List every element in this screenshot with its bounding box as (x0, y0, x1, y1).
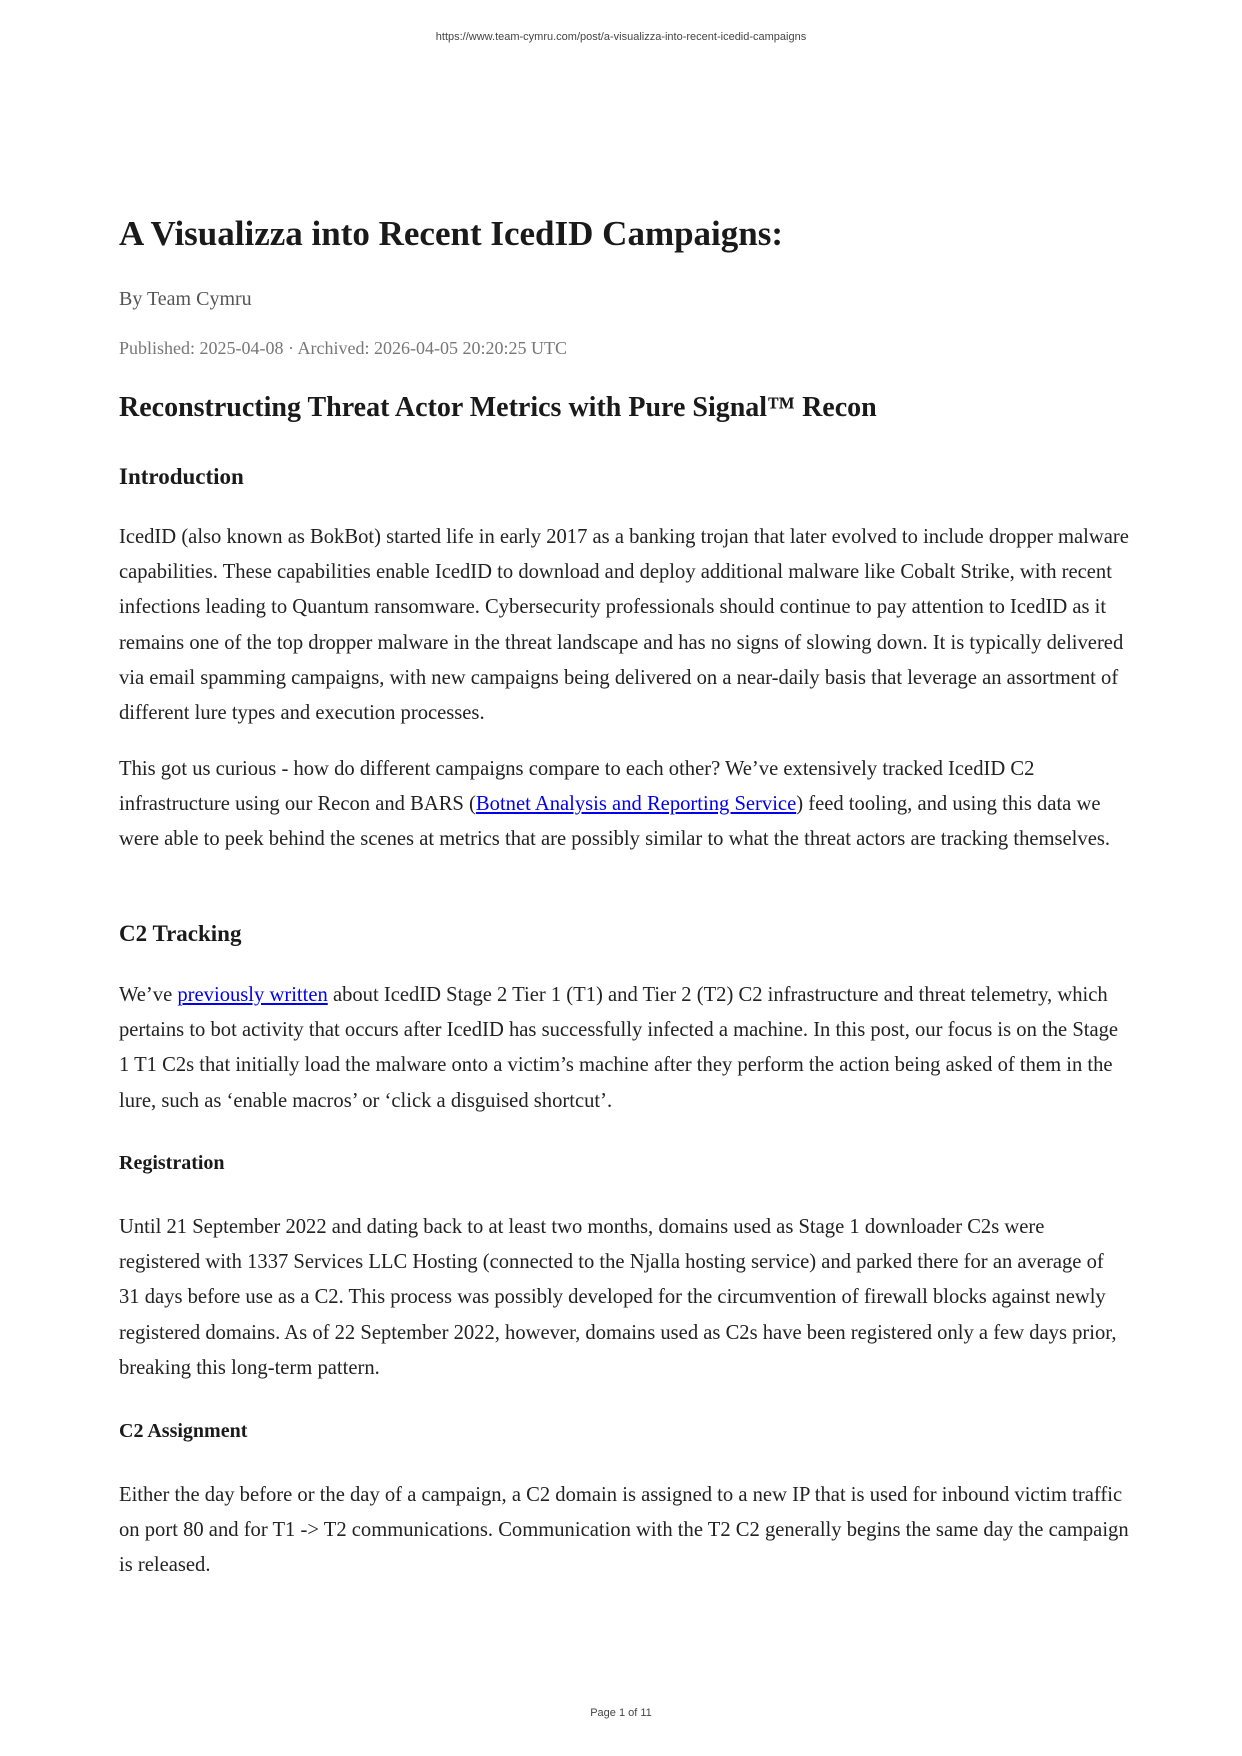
bars-link[interactable]: Botnet Analysis and Reporting Service (475, 793, 797, 816)
text: about IcedID Stage 2 Tier 1 (T1) and Tier 2 (T2) C2 infrastructure and threat telemetry, which pertains to bot activity that occurs after IcedID has successfully infected a machine. In this post, our focus is on the Stage 1 T1 C2s that initially load the malware onto a victim’s machine after they perform the action being asked of them in the lure, such as ‘enable macros’ or ‘click a disguised shortcut’. (119, 984, 1119, 1112)
page-number: Page 1 of 11 (590, 1707, 652, 1719)
text: We’ve (119, 984, 178, 1006)
heading-introduction: Introduction (119, 464, 244, 489)
article-subtitle: Reconstructing Threat Actor Metrics with Pure Signal™ Recon (119, 392, 877, 423)
byline: By Team Cymru (119, 288, 252, 310)
intro-paragraph-1: IcedID (also known as BokBot) started life in early 2017 as a banking trojan that later evolved to include dropper malware capabilities. These capabilities enable IcedID to download and deploy additional malware like Cobalt Strike, with recent infections leading to Quantum ransomware. Cybersecurity professionals should continue to pay attention to IcedID as it remains one of the top dropper malware in the threat landscape and has no signs of slowing down. It is typically delivered via email spamming campaigns, with new campaigns being delivered on a near-daily basis that leverage an assortment of different lure types and execution processes. (119, 526, 1129, 725)
heading-c2-assignment: C2 Assignment (119, 1420, 248, 1442)
text: This got us curious - how do different campaigns compare to each other? We’ve extensively tracked IcedID C2 infrastructure using our Recon and BARS ( (119, 758, 1035, 816)
c2-assignment-paragraph: Either the day before or the day of a campaign, a C2 domain is assigned to a new IP that is used for inbound victim traffic on port 80 and for T1 -> T2 communications. Communication with the T2 C2 generally begins the same day the campaign is released. (119, 1484, 1129, 1577)
intro-paragraph-2 (119, 752, 1129, 858)
previously-written-link[interactable]: previously written (177, 984, 328, 1006)
registration-paragraph: Until 21 September 2022 and dating back to at least two months, domains used as Stage 1 downloader C2s were registered with 1337 Services LLC Hosting (connected to the Njalla hosting service) and parked there for an average of 31 days before use as a C2. This process was possibly developed for the circumvention of firewall blocks against newly registered domains. As of 22 September 2022, however, domains used as C2s have been registered only a few days prior, breaking this long-term pattern. (119, 1216, 1117, 1379)
page-url: https://www.team-cymru.com/post/a-visualizza-into-recent-icedid-campaigns (435, 31, 807, 43)
text: ) feed tooling, and using this data we were able to peek behind the scenes at metrics that are possibly similar to what the threat actors are tracking themselves. (119, 793, 1111, 851)
heading-c2-tracking: C2 Tracking (119, 921, 242, 946)
article-title: A Visualizza into Recent IcedID Campaigns: (119, 214, 784, 253)
heading-registration: Registration (119, 1152, 225, 1174)
publish-meta: Published: 2025-04-08 · Archived: 2026-04-05 20:20:25 UTC (119, 338, 567, 358)
c2-tracking-paragraph (119, 978, 1129, 1119)
